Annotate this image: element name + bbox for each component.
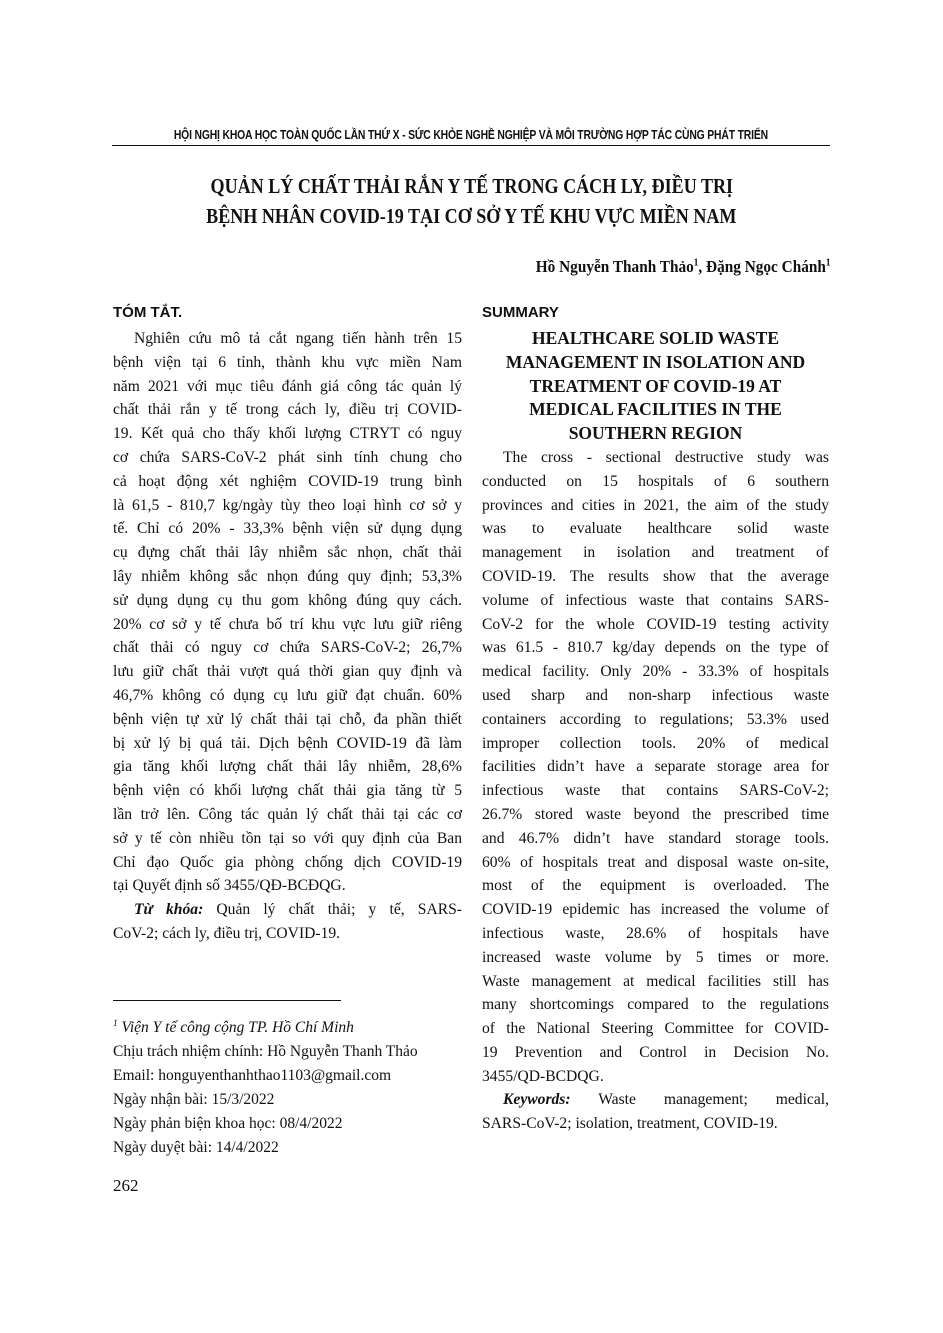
text-line: was 61.5 - 810.7 kg/day depends on the type of — [482, 639, 829, 657]
title-line — [0, 204, 943, 229]
text-line: management in isolation and treatment of — [482, 544, 829, 562]
footnote-divider — [113, 1000, 341, 1001]
text-line: 46,7% không có dụng cụ lưu giữ đạt chuẩn. 60% — [113, 686, 462, 704]
review-date: Ngày phản biện khoa học: 08/4/2022 — [113, 1115, 343, 1133]
text-line: volume of infectious waste that contains SARS- — [482, 591, 829, 609]
corresponding-author: Chịu trách nhiệm chính: Hồ Nguyễn Thanh Thảo — [113, 1043, 418, 1061]
text-line: lần trở lên. Công tác quản lý chất thải tại các cơ — [113, 805, 462, 823]
title-text: BỆNH NHÂN COVID-19 TẠI CƠ SỞ Y TẾ KHU VỰC MIỀN NAM — [206, 204, 737, 228]
text-line: provinces and cities in 2021, the aim of the study — [482, 496, 829, 514]
keywords-en — [482, 1088, 829, 1136]
running-header — [112, 126, 830, 146]
text-line: infectious waste that contains SARS-CoV-2; — [482, 782, 829, 800]
english-title — [482, 327, 829, 446]
text-line: gia tăng khối lượng chất thải lây nhiễm, 28,6% — [113, 758, 462, 776]
affil-mark: 1 — [693, 257, 698, 269]
text-line: containers according to regulations; 53.3% used — [482, 710, 829, 728]
text-line: most of the equipment is overloaded. The — [482, 877, 829, 895]
keywords-label: Từ khóa: — [134, 901, 204, 918]
text-line: and 46.7% didn’t have standard storage tools. — [482, 829, 829, 847]
text-line: bệnh viện tự xử lý chất thải tại chỗ, đa phần thiết — [113, 710, 462, 728]
abstract-body-vi — [113, 327, 462, 898]
author-name: Hồ Nguyễn Thanh Thảo — [535, 257, 694, 276]
keywords-line: SARS-CoV-2; isolation, treatment, COVID-19. — [482, 1114, 778, 1132]
text-line: sở y tế còn nhiều tồn tại so với quy định của Ban — [113, 829, 462, 847]
abstract-heading-en: SUMMARY — [482, 304, 559, 321]
text-line: năm 2021 với mục tiêu đánh giá công tác quản lý — [113, 377, 462, 395]
text-line: Chỉ đạo Quốc gia phòng chống dịch COVID-19 — [113, 853, 462, 871]
text-line: lây nhiễm không sắc nhọn đúng quy định; 53,3% — [113, 567, 462, 585]
text-line: 19 Prevention and Control in Decision No. — [482, 1043, 829, 1061]
keywords-text: Quản lý chất thải; y tế, SARS- — [203, 901, 462, 918]
keywords-line: CoV-2; cách ly, điều trị, COVID-19. — [113, 924, 341, 942]
author-separator: , — [697, 257, 706, 276]
english-title-line: MANAGEMENT IN ISOLATION AND — [505, 351, 806, 372]
text-line: cụ đựng chất thải lây nhiễm sắc nhọn, chất thải — [113, 544, 462, 562]
affiliation-text: Viện Y tế công cộng TP. Hồ Chí Minh — [117, 1019, 354, 1037]
text-line: sử dụng dụng cụ thu gom không đúng quy cách. — [113, 591, 462, 609]
title-text: QUẢN LÝ CHẤT THẢI RẮN Y TẾ TRONG CÁCH LY, ĐIỀU TRỊ — [210, 174, 733, 198]
text-line: 3455/QD-BCDQG. — [482, 1067, 604, 1085]
text-line: lưu giữ chất thải vượt quá thời gian quy định và — [113, 663, 462, 681]
affil-mark: 1 — [113, 1019, 118, 1029]
text-line: conducted on 15 hospitals of 6 southern — [482, 472, 829, 490]
text-line: of the National Steering Committee for COVID- — [482, 1020, 829, 1038]
keywords-line — [113, 898, 462, 922]
title-line — [0, 174, 943, 199]
author-name: Đặng Ngọc Chánh — [705, 257, 826, 276]
text-line: The cross - sectional destructive study was — [503, 449, 829, 466]
keywords-vi — [113, 898, 462, 946]
page-number: 262 — [113, 1176, 139, 1195]
text-line: facilities didn’t have a separate storage area for — [482, 758, 829, 776]
english-title-line: MEDICAL FACILITIES IN THE — [529, 399, 782, 420]
abstract-heading-vi: TÓM TẮT. — [113, 304, 183, 321]
text-line: bị xử lý bị quá tải. Dịch bệnh COVID-19 đã làm — [113, 734, 462, 752]
text-line: bệnh viện có khối lượng chất thải gia tăng từ 5 — [113, 782, 462, 800]
affiliation-note — [113, 1012, 418, 1040]
text-line: Nghiên cứu mô tả cắt ngang tiến hành trên 15 — [134, 330, 462, 347]
keywords-text: Waste management; medical, — [570, 1091, 829, 1108]
text-line: improper collection tools. 20% of medical — [482, 734, 829, 752]
text-line: bệnh viện tại 6 tỉnh, thành khu vực miền Nam — [113, 353, 462, 371]
accepted-date: Ngày duyệt bài: 14/4/2022 — [113, 1139, 279, 1157]
authors — [503, 257, 830, 277]
footnotes — [113, 1012, 418, 1160]
keywords-line — [482, 1088, 829, 1112]
text-line: 60% of hospitals treat and disposal waste on-site, — [482, 853, 829, 871]
text-line: infectious waste, 28.6% of hospitals have — [482, 924, 829, 942]
text-line: là 61,5 - 810,7 kg/ngày tùy theo loại hình cơ sở y — [113, 496, 462, 514]
text-line: medical facility. Only 20% - 33.3% of hospitals — [482, 663, 829, 681]
text-line: cả hoạt động xét nghiệm COVID-19 trung bình — [113, 472, 462, 490]
text-line: chất thải rắn y tế trong cách ly, điều trị COVID- — [113, 401, 462, 419]
text-line: COVID-19 epidemic has increased the volume of — [482, 901, 829, 919]
text-line: was to evaluate healthcare solid waste — [482, 520, 829, 538]
text-line: 26.7% stored waste beyond the prescribed time — [482, 805, 829, 823]
email: Email: honguyenthanhthao1103@gmail.com — [113, 1067, 392, 1085]
english-title-line: HEALTHCARE SOLID WASTE — [531, 328, 780, 348]
english-title-line: SOUTHERN REGION — [568, 423, 743, 444]
text-line: CoV-2 for the whole COVID-19 testing activity — [482, 615, 829, 633]
text-line: cơ chứa SARS-CoV-2 phát sinh tính chung cho — [113, 448, 462, 466]
text-line: chất thải có nguy cơ chứa SARS-CoV-2; 26,7% — [113, 639, 462, 657]
running-header-text: HỘI NGHỊ KHOA HỌC TOÀN QUỐC LẦN THỨ X - SỨC KHỎE NGHỀ NGHIỆP VÀ MÔI TRƯỜNG HỢP TÁC CÙNG PHÁT TRIỂN — [173, 128, 769, 142]
received-date: Ngày nhận bài: 15/3/2022 — [113, 1091, 275, 1109]
text-line: Waste management at medical facilities still has — [482, 972, 829, 990]
english-title-line: TREATMENT OF COVID-19 AT — [529, 375, 782, 396]
text-line: tế. Chỉ có 20% - 33,3% bệnh viện sử dụng dụng — [113, 520, 462, 538]
text-line: many shortcomings compared to the regulations — [482, 996, 829, 1014]
keywords-label: Keywords: — [503, 1091, 571, 1108]
text-line: tại Quyết định số 3455/QĐ-BCĐQG. — [113, 877, 346, 895]
text-line: 20% cơ sở y tế chưa bố trí khu vực lưu giữ riêng — [113, 615, 462, 633]
text-line: increased waste volume by 5 times or more. — [482, 948, 829, 966]
text-line: used sharp and non-sharp infectious waste — [482, 686, 829, 704]
abstract-body-en — [482, 446, 829, 1089]
text-line: COVID-19. The results show that the average — [482, 567, 829, 585]
text-line: 19. Kết quả cho thấy khối lượng CTRYT có nguy — [113, 425, 462, 443]
affil-mark: 1 — [825, 257, 830, 269]
